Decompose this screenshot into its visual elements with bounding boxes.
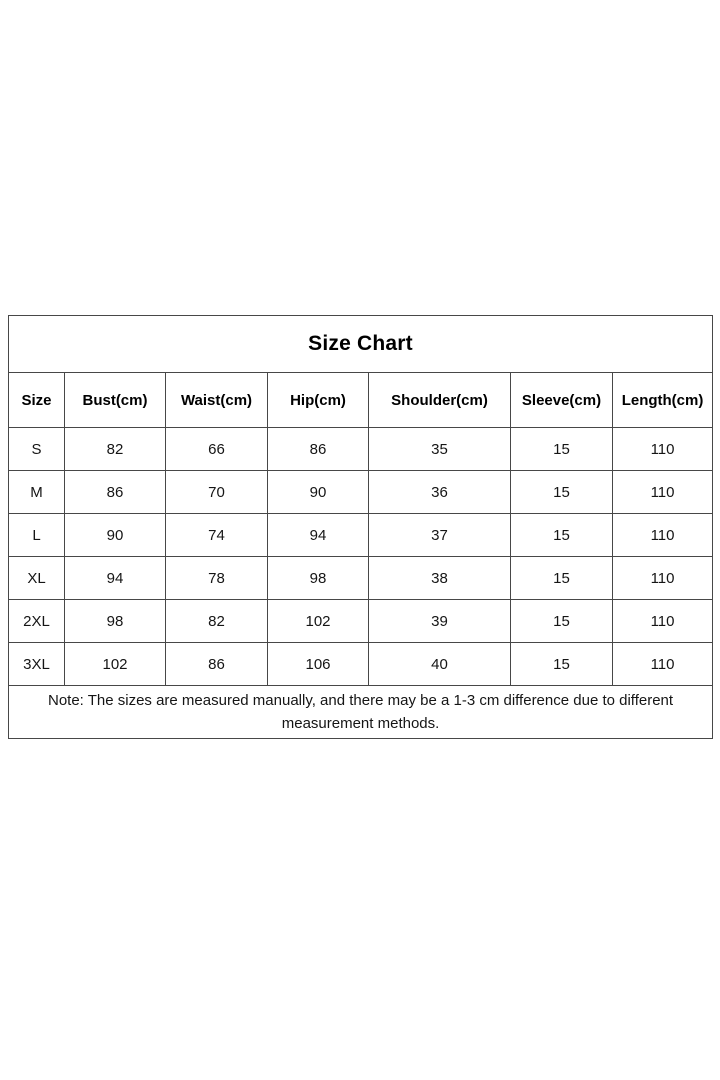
table-row-m (9, 471, 713, 514)
size-label-cell: S (9, 428, 65, 471)
measurement-note: Note: The sizes are measured manually, and there may be a 1-3 cm difference due to different measurement methods. (9, 686, 713, 739)
size-label-cell: 2XL (9, 600, 65, 643)
measurement-value-cell: 94 (65, 557, 166, 600)
measurement-value-cell: 82 (65, 428, 166, 471)
column-header-sleeve-cm: Sleeve(cm) (511, 373, 613, 428)
measurement-value-cell: 90 (65, 514, 166, 557)
table-row-l (9, 514, 713, 557)
measurement-value-cell: 98 (65, 600, 166, 643)
measurement-value-cell: 15 (511, 514, 613, 557)
column-header-shoulder-cm: Shoulder(cm) (369, 373, 511, 428)
size-label-cell: XL (9, 557, 65, 600)
measurement-value-cell: 86 (65, 471, 166, 514)
measurement-value-cell: 90 (268, 471, 369, 514)
measurement-value-cell: 36 (369, 471, 511, 514)
size-label-cell: 3XL (9, 643, 65, 686)
column-header-row (9, 373, 713, 428)
size-chart-title: Size Chart (9, 316, 713, 373)
measurement-value-cell: 110 (613, 514, 713, 557)
size-chart-panel (8, 315, 712, 739)
size-label-cell: M (9, 471, 65, 514)
measurement-value-cell: 35 (369, 428, 511, 471)
measurement-value-cell: 110 (613, 471, 713, 514)
title-row (9, 316, 713, 373)
measurement-value-cell: 38 (369, 557, 511, 600)
measurement-value-cell: 15 (511, 643, 613, 686)
measurement-value-cell: 74 (166, 514, 268, 557)
measurement-value-cell: 37 (369, 514, 511, 557)
measurement-value-cell: 94 (268, 514, 369, 557)
measurement-value-cell: 15 (511, 471, 613, 514)
table-row-xl (9, 557, 713, 600)
measurement-value-cell: 66 (166, 428, 268, 471)
column-header-size: Size (9, 373, 65, 428)
column-header-waist-cm: Waist(cm) (166, 373, 268, 428)
measurement-value-cell: 39 (369, 600, 511, 643)
measurement-value-cell: 102 (268, 600, 369, 643)
measurement-value-cell: 98 (268, 557, 369, 600)
measurement-value-cell: 110 (613, 428, 713, 471)
measurement-value-cell: 70 (166, 471, 268, 514)
column-header-bust-cm: Bust(cm) (65, 373, 166, 428)
table-row-2xl (9, 600, 713, 643)
measurement-value-cell: 110 (613, 643, 713, 686)
measurement-value-cell: 106 (268, 643, 369, 686)
measurement-value-cell: 102 (65, 643, 166, 686)
measurement-value-cell: 40 (369, 643, 511, 686)
column-header-hip-cm: Hip(cm) (268, 373, 369, 428)
measurement-value-cell: 15 (511, 428, 613, 471)
note-row (9, 686, 713, 739)
size-chart-table (8, 315, 713, 739)
measurement-value-cell: 78 (166, 557, 268, 600)
measurement-value-cell: 15 (511, 557, 613, 600)
measurement-value-cell: 110 (613, 557, 713, 600)
size-label-cell: L (9, 514, 65, 557)
measurement-value-cell: 82 (166, 600, 268, 643)
table-row-s (9, 428, 713, 471)
measurement-value-cell: 15 (511, 600, 613, 643)
table-row-3xl (9, 643, 713, 686)
measurement-value-cell: 110 (613, 600, 713, 643)
column-header-length-cm: Length(cm) (613, 373, 713, 428)
measurement-value-cell: 86 (268, 428, 369, 471)
measurement-value-cell: 86 (166, 643, 268, 686)
